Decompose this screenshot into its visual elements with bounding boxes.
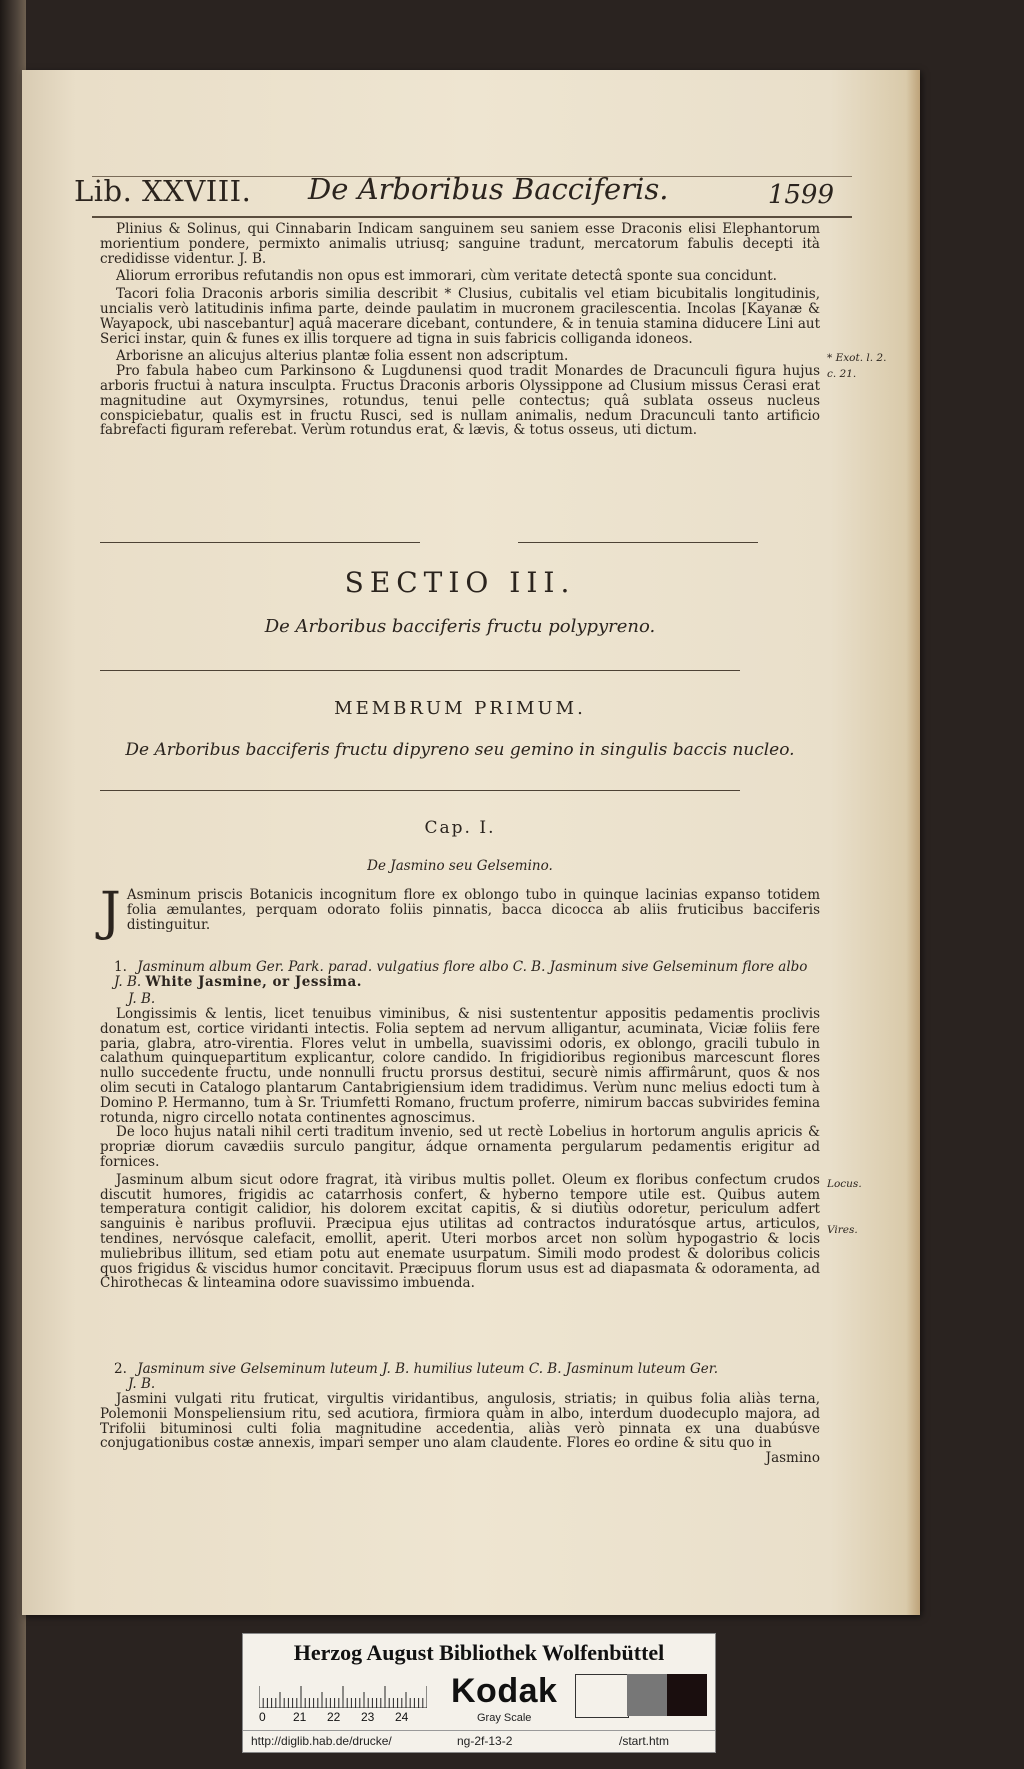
ruler-number: 22 [327,1710,341,1724]
start-text: /start.htm [619,1734,670,1748]
color-target-strip [242,1633,716,1753]
chapter-subtitle: De Jasmino seu Gelsemino. [367,858,553,874]
url-text: http://diglib.hab.de/drucke/ [251,1734,392,1748]
ruler-number: 23 [361,1710,375,1724]
library-name: Herzog August Bibliothek Wolfenbüttel [293,1640,665,1665]
ruler-numbers [259,1710,429,1724]
ruler-number: 24 [395,1710,409,1724]
paragraph: Tacori folia Draconis arboris similia describit * Clusius, cubitalis vel etiam bicubitalis longitudinis, uncialis verò latitudinis infima parte, deinde paulatim in mucronem gracilescentia. Incolas [Kayanæ & Wayapock, ubi nascebantur] aquâ macerare dicebant, contundere, & in tenuia stamina diducere Lini aut Serici instar, quin & funes ex illis torquere ad tigna in suis fabricis colliganda idoneos. [100,286,820,347]
book-page [22,70,920,1615]
member-subtitle: De Arboribus bacciferis fructu dipyreno seu gemino in singulis baccis nucleo. [125,740,795,760]
chapter-intro [100,882,820,942]
entry-source: J. B. [128,1376,156,1392]
divider [518,542,758,543]
grey-swatch [627,1674,667,1716]
paragraph: Aliorum erroribus refutandis non opus est immorari, cùm veritate detectâ sponte sua concidunt. [116,268,777,285]
black-swatch [667,1674,707,1716]
chapter-title: Cap. I. [424,818,496,838]
entry-synonyms: Jasminum sive Gelseminum luteum J. B. humilius luteum C. B. Jasminum luteum Ger. [137,1361,719,1377]
margin-note: Vires. [827,1224,858,1236]
paragraph: Plinius & Solinus, qui Cinnabarin Indicam sanguinem seu saniem esse Draconis elisi Elephantorum morientium pondere, permixto animalis utriusq; sanguine tradunt, mercatorum fabulis decepti ità credidisse videntur. J. B. [100,221,820,267]
page-number: 1599 [767,180,834,210]
divider [100,542,420,543]
top-text [100,222,820,438]
page-edge-shade [906,70,920,1615]
running-head [74,170,834,212]
margin-note: * Exot. l. 2. [827,352,887,364]
divider [100,790,740,791]
entry-source: J. B. [128,991,156,1007]
margin-note: Locus. [827,1178,862,1190]
paragraph: Jasmini vulgati ritu fruticat, virgultis viridantibus, angulosis, striatis; in quibus folia aliàs terna, Polemonii Monspeliensium ritu, sed acutiora, firmiora quàm in albo, interdum duodecuplo majora, ad Trifolii bituminosi culti folia magnitudine accedentia, aliàs verò pinnata ex una duabúsve conjugationibus costæ annexis, impari semper uno alam claudente. Flores eo ordine & situ quo in [100,1391,820,1452]
ruler-number: 0 [259,1710,266,1724]
section-title: SECTIO III. [344,566,576,599]
drop-cap: J [100,882,121,942]
entry-synonyms: Jasminum album Ger. Park. parad. vulgatius flore albo C. B. Jasminum sive Gelseminum flore albo J. B. [114,959,808,990]
species-entry [100,1362,820,1466]
shelfmark-text: ng-2f-13-2 [457,1734,513,1748]
catchword: Jasmino [765,1450,820,1467]
gray-scale-label: Gray Scale [477,1712,532,1724]
divider [100,670,740,671]
section-subtitle: De Arboribus bacciferis fructu polypyreno. [264,616,656,637]
ruler-number: 21 [293,1710,307,1724]
ruler-scale [259,1678,427,1708]
species-entry [100,960,820,1291]
header-rule-bottom [92,216,852,218]
kodak-logo: Kodak [451,1672,558,1710]
entry-number: 2. [114,1361,127,1377]
paragraph: Pro fabula habeo cum Parkinsono & Lugdunensi quod tradit Monardes de Dracunculi figura hujus arboris fructui à natura insculpta. Fructus Draconis arboris Olyssippone ad Clusium missus Cerasi erat magnitudine aut Oxymyrsines, rotundus, tenui pelle contectus; quâ sublata osseus nucleus conspiciebatur, qualis est in fructu Rusci, sed is nullam animalis, nedum Dracunculi tanto artificio fabrefacti figuram referebat. Verùm rotundus erat, & lævis, & totus osseus, uti dictum. [100,363,820,439]
paragraph: Arborisne an alicujus alterius plantæ folia essent non adscriptum. [116,348,569,365]
english-name: White Jasmine, or Jessima. [145,974,362,990]
member-title: MEMBRUM PRIMUM. [334,698,586,719]
strip-footer [243,1730,715,1751]
white-swatch [575,1674,629,1718]
running-title: De Arboribus Bacciferis. [308,172,669,206]
intro-text: Asminum priscis Botanicis incognitum flore ex oblongo tubo in quinque lacinias expanso totidem folia æmulantes, perquam odorato foliis pinnatis, bacca dicocca ab aliis fruticibus bacciferis distinguitur. [126,887,820,933]
margin-note: c. 21. [827,368,857,380]
entry-number: 1. [114,959,127,975]
book-number: Lib. XXVIII. [74,174,252,208]
paragraph: Jasminum album sicut odore fragrat, ità viribus multis pollet. Oleum ex floribus confectum crudos discutit humores, frigidis ac catarrhosis confert, & hyberno tempore utile est. Quibus autem temperatura contigit calidior, his dolorem excitat capitis, & si diutiùs odoretur, periculum adfert sanguinis è naribus profluvii. Præcipua ejus utilitas ad contractos induratósque artus, articulos, tendines, nervósque calefacit, emollit, aperit. Uteri morbos arcet non solùm hypogastrio & locis muliebribus illitum, sed etiam potu aut enemate usurpatum. Simili modo prodest & doloribus colicis quos frigidus & viscidus humor concitavit. Præcipuus florum usus est ad diapasmata & odoramenta, ad Chirothecas & linteamina odore suavissimo imbuenda. [100,1171,820,1292]
paragraph: Longissimis & lentis, licet tenuibus viminibus, & nisi sustententur appositis pedamentis proclivis donatum est, cortice viridanti intectis. Folia septem ad nervum alligantur, acuminata, Viciæ foliis fere paria, glabra, atro-virentia. Flores velut in umbella, suavissimi odoris, ex oblongo, gracili tubulo in calathum quinquepartitum explicantur, colore candido. In frigidioribus regionibus marcescunt flores nullo succedente fructu, unde nonnulli fructu prorsus destitui, securè nimis affirmârunt, quos & nos olim secuti in Catalogo plantarum Cantabrigiensium idem tradidimus. Verùm nunc melius edocti tum à Domino P. Hermanno, tum à Sr. Triumfetti Romano, fructum proferre, nimirum baccas subvirides femina rotunda, nigro circello notata continentes agnoscimus. [100,1006,820,1126]
paragraph: De loco hujus natali nihil certi traditum invenio, sed ut rectè Lobelius in hortorum angulis apricis & propriæ diorum cavædiis surculo pangitur, ádque ornamenta pergularum pedamentis erigitur ad fornices. [100,1124,820,1170]
